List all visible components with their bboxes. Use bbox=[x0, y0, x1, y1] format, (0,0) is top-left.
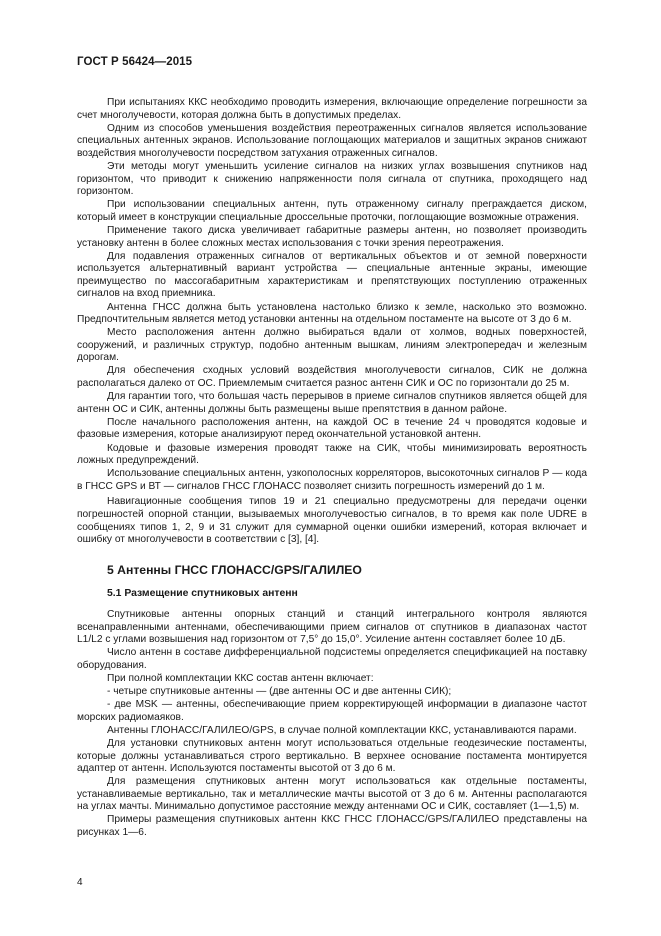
paragraph: Кодовые и фазовые измерения проводят также на СИК, чтобы минимизировать вероятность ложных предупреждений. bbox=[77, 442, 587, 467]
paragraph: Антенны ГЛОНАСС/ГАЛИЛЕО/GPS, в случае полной комплектации ККС, устанавливаются парами. bbox=[107, 724, 577, 736]
document-header: ГОСТ Р 56424—2015 bbox=[77, 56, 193, 68]
page-content bbox=[77, 97, 587, 840]
subsection-heading: 5.1 Размещение спутниковых антенн bbox=[107, 588, 298, 600]
paragraph: Место расположения антенн должно выбираться вдали от холмов, водных поверхностей, сооружений, и различных структур, подобно антенным вышкам, линиям электропередач и железным дорогам. bbox=[77, 327, 587, 364]
paragraph: Для гарантии того, что большая часть перерывов в приеме сигналов спутников является общей для антенн ОС и СИК, антенны должны быть размещены выше препятствия в данном районе. bbox=[77, 391, 587, 415]
paragraph: Применение такого диска увеличивает габаритные размеры антенн, но позволяет производить установку антенн в более сложных местах использования с точки зрения переотражения. bbox=[77, 224, 587, 249]
paragraph: Эти методы могут уменьшить усиление сигналов на низких углах возвышения спутников над горизонтом, что приводит к снижению напряженности поля сигнала от спутника, проходящего над горизонтом. bbox=[77, 160, 587, 198]
paragraph: Примеры размещения спутниковых антенн ККС ГНСС ГЛОНАСС/GPS/ГАЛИЛЕО представлены на рисунках 1—6. bbox=[77, 814, 587, 839]
paragraph: После начального расположения антенн, на каждой ОС в течение 24 ч проводятся кодовые и фазовые измерения, которые анализируют перед окончательной установкой антенн. bbox=[77, 416, 587, 441]
paragraph: Для установки спутниковых антенн могут использоваться отдельные геодезические постаменты, которые должны устанавливаться строго вертикально. В верхнее основание постамента монтируется адаптер от антенн. Используются постаменты высотой от 3 до 6 м. bbox=[77, 737, 587, 775]
paragraph: Навигационные сообщения типов 19 и 21 специально предусмотрены для передачи оценки погрешностей опорной станции, вызываемых многолучевостью сигналов, в то время как поле UDRE в сообщениях типов 1, 2, 9 и 31 служит для суммарной оценки ошибки измерений, которая включает и ошибку от многолучевости в соответствии с [3], [4]. bbox=[77, 496, 587, 546]
paragraph: Для подавления отраженных сигналов от вертикальных объектов и от земной поверхности используется альтернативный вариант устройства — специальные антенные экраны, имеющие преимущество по массогабаритным характеристикам и препятствующих поступлению отраженных сигналов на вход приемника. bbox=[77, 250, 587, 300]
list-item: - четыре спутниковые антенны — (две антенны ОС и две антенны СИК); bbox=[107, 686, 452, 698]
paragraph: Для обеспечения сходных условий воздействия многолучевости сигналов, СИК не должна располагаться далеко от ОС. Приемлемым считается разнос антенн СИК и ОС по горизонтали до 25 м. bbox=[77, 365, 587, 390]
paragraph: Антенна ГНСС должна быть установлена настолько близко к земле, насколько это возможно. Предпочтительным является метод установки антенны на отдельном постаменте на высоте от 3 до 6 м. bbox=[77, 301, 587, 326]
section-heading: 5 Антенны ГНСС ГЛОНАСС/GPS/ГАЛИЛЕО bbox=[107, 562, 362, 577]
paragraph: Использование специальных антенн, узкополосных корреляторов, высокоточных сигналов Р — кода в ГНСС GPS и ВТ — сигналов ГНСС ГЛОНАСС позволяет снизить погрешность измерений до 1 м. bbox=[77, 468, 587, 492]
list-item: - две MSK — антенны, обеспечивающие прием корректирующей информации в диапазоне частот морских радиомаяков. bbox=[77, 699, 587, 723]
paragraph: При использовании специальных антенн, путь отраженному сигналу преграждается диском, который имеет в конструкции специальные дроссельные проточки, поглощающие возможные отражения. bbox=[77, 199, 587, 223]
paragraph: Одним из способов уменьшения воздействия переотраженных сигналов является использование специальных антенных экранов. Использование поглощающих материалов и защитных экранов снижают воздействия многолучевости посредством затухания отраженных сигналов. bbox=[77, 122, 587, 159]
page-number: 4 bbox=[77, 877, 83, 888]
paragraph: Для размещения спутниковых антенн могут использоваться как отдельные постаменты, устанавливаемые вертикально, так и металлические мачты высотой от 3 до 6 м. Антенны располагаются на углах мачты. Минимально допустимое расстояние между антеннами ОС и СИК, составляет (1—1,5) м. bbox=[77, 776, 587, 813]
paragraph: При полной комплектации ККС состав антенн включает: bbox=[107, 672, 374, 684]
paragraph: Спутниковые антенны опорных станций и станций интегрального контроля являются всенаправленными антеннами, обеспечивающими прием сигналов от спутников в диапазонах частот L1/L2 с углами возвышения над горизонтом от 7,5° до 15,0°. Усиление антенн составляет более 10 дБ. bbox=[77, 608, 587, 646]
paragraph: При испытаниях ККС необходимо проводить измерения, включающие определение погрешности за счет многолучевости, которая должна быть в допустимых пределах. bbox=[77, 97, 587, 121]
paragraph: Число антенн в составе дифференциальной подсистемы определяется спецификацией на поставку оборудования. bbox=[77, 647, 587, 671]
